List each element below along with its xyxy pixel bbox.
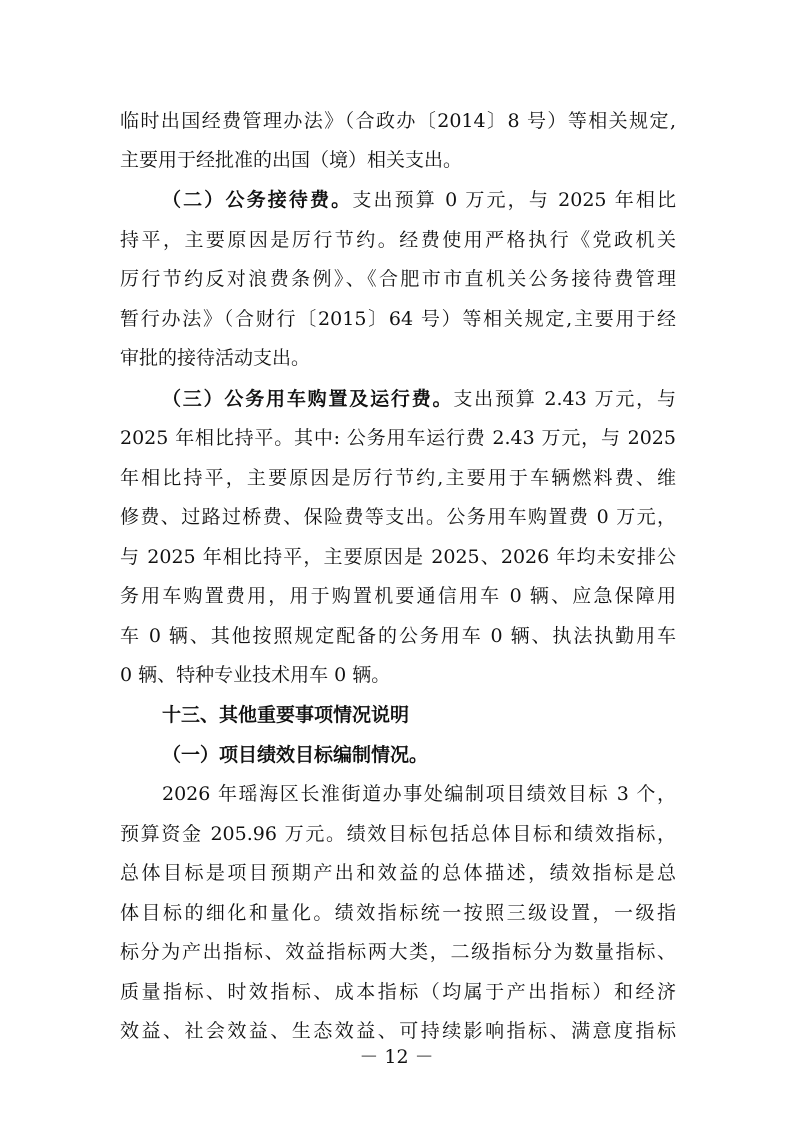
line-text: 年相比持平，主要原因是厉行节约,主要用于车辆燃料费、维 [120,467,676,489]
text-line [120,419,676,457]
text-line [162,775,676,813]
text-line [120,300,676,338]
text-line [120,815,676,853]
line-text: 车 0 辆、其他按照规定配备的公务用车 0 辆、执法执勤用车 [120,625,676,647]
line-text: 2026 年瑶海区长淮街道办事处编制项目绩效目标 3 个， [162,783,676,805]
text-line [120,102,676,140]
section-heading [162,696,676,734]
subsection-title: （一）项目绩效目标编制情况。 [162,744,429,766]
line-text: 质量指标、时效指标、成本指标（均属于产出指标）和经济 [120,981,676,1003]
subsection-title: （三）公务用车购置及运行费。 [162,388,454,410]
text-line [120,577,676,615]
line-text: 2025 年相比持平。其中: 公务用车运行费 2.43 万元，与 2025 [120,427,676,449]
subsection-title: （二）公务接待费。 [162,189,353,211]
text-line [120,260,676,298]
line-text: 厉行节约反对浪费条例》、《合肥市市直机关公务接待费管理 [120,268,676,290]
line-text: 临时出国经费管理办法》（合政办〔2014〕8 号）等相关规定, [120,110,676,132]
line-text: 标分为产出指标、效益指标两大类，二级指标分为数量指标、 [120,941,676,963]
text-line [120,656,676,694]
line-text: 审批的接待活动支出。 [120,347,311,369]
text-line [120,339,676,377]
text-line [120,854,676,892]
line-text: 主要用于经批准的出国（境）相关支出。 [120,149,463,171]
line-text: 与 2025 年相比持平，主要原因是 2025、2026 年均未安排公 [120,546,676,568]
line-text: 支出预算 0 万元，与 2025 年相比 [352,189,676,211]
line-text: 修费、过路过桥费、保险费等支出。公务用车购置费 0 万元， [120,506,676,528]
line-text: 支出预算 2.43 万元，与 [453,388,676,410]
section-title: 十三、其他重要事项情况说明 [162,704,410,726]
text-line [120,141,676,179]
text-line [120,933,676,971]
text-line [120,459,676,497]
section-heading-line [162,181,676,219]
line-text: 体目标的细化和量化。绩效指标统一按照三级设置，一级指 [120,902,676,924]
text-line [120,894,676,932]
text-line [120,973,676,1011]
line-text: 暂行办法》（合财行〔2015〕64 号）等相关规定,主要用于经 [120,308,676,330]
line-text: 0 辆、特种专业技术用车 0 辆。 [120,664,391,686]
line-text: 预算资金 205.96 万元。绩效目标包括总体目标和绩效指标， [120,823,676,845]
subsection-heading [162,736,676,774]
line-text: 效益、社会效益、生态效益、可持续影响指标、满意度指标 [120,1020,676,1042]
text-line [120,221,676,259]
line-text: 总体目标是项目预期产出和效益的总体描述，绩效指标是总 [120,862,676,884]
page-number: － 12 － [359,1046,434,1068]
text-line [120,498,676,536]
line-text: 持平，主要原因是厉行节约。经费使用严格执行《党政机关 [120,229,676,251]
line-text: 务用车购置费用，用于购置机要通信用车 0 辆、应急保障用 [120,585,676,607]
text-line [120,538,676,576]
section-heading-line [162,380,676,418]
text-line [120,617,676,655]
